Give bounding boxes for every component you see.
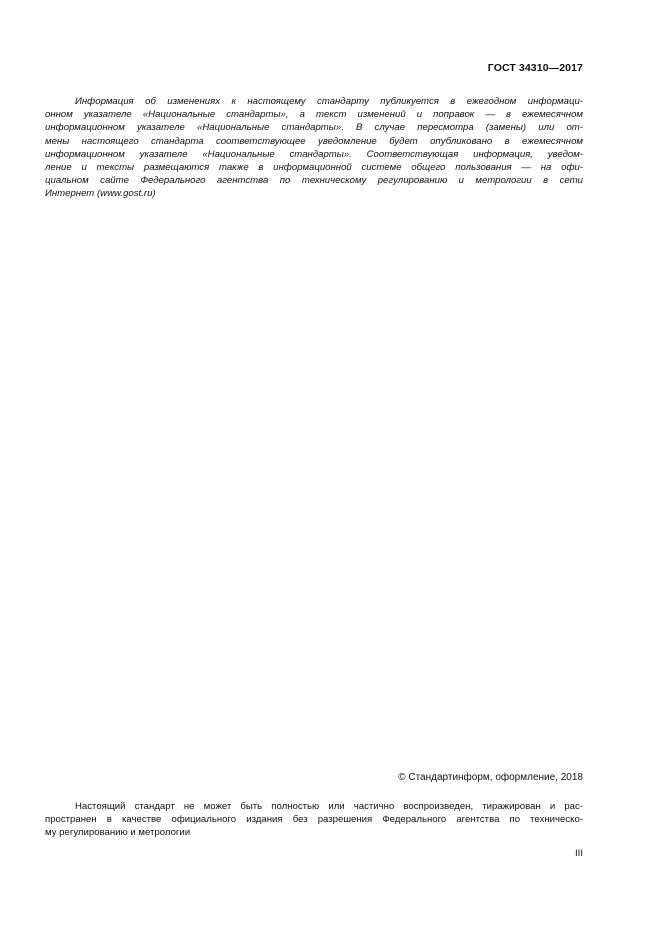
reprint-line: му регулированию и метрологии bbox=[45, 827, 191, 839]
notice-line: информационном указателе «Национальные стандарты». Соответствующая информация, уведом- bbox=[45, 148, 583, 160]
reprint-line: пространен в качестве официального издания без разрешения Федерального агентства по техническо- bbox=[45, 814, 583, 826]
reprint-restriction-notice bbox=[45, 800, 583, 840]
reprint-line: Настоящий стандарт не может быть полностью или частично воспроизведен, тиражирован и рас- bbox=[75, 801, 583, 812]
document-code: ГОСТ 34310—2017 bbox=[487, 62, 583, 74]
page-number: III bbox=[575, 848, 583, 859]
notice-line: информационном указателе «Национальные стандарты». В случае пересмотра (замены) или от- bbox=[45, 122, 583, 134]
copyright-line: © Стандартинформ, оформление, 2018 bbox=[398, 772, 583, 783]
notice-line: онном указателе «Национальные стандарты», а текст изменений и поправок — в ежемесячном bbox=[45, 109, 583, 121]
notice-line: мены настоящего стандарта соответствующее уведомление будет опубликовано в ежемесячном bbox=[45, 135, 583, 147]
notice-line: Информация об изменениях к настоящему стандарту публикуется в ежегодном информаци- bbox=[75, 96, 583, 107]
change-information-notice bbox=[45, 95, 583, 201]
notice-line: Интернет (www.gost.ru) bbox=[45, 188, 156, 200]
notice-line: ление и тексты размещаются также в информационной системе общего пользования — на офи- bbox=[45, 162, 583, 174]
notice-line: циальном сайте Федерального агентства по техническому регулированию и метрологии в сети bbox=[45, 175, 583, 187]
